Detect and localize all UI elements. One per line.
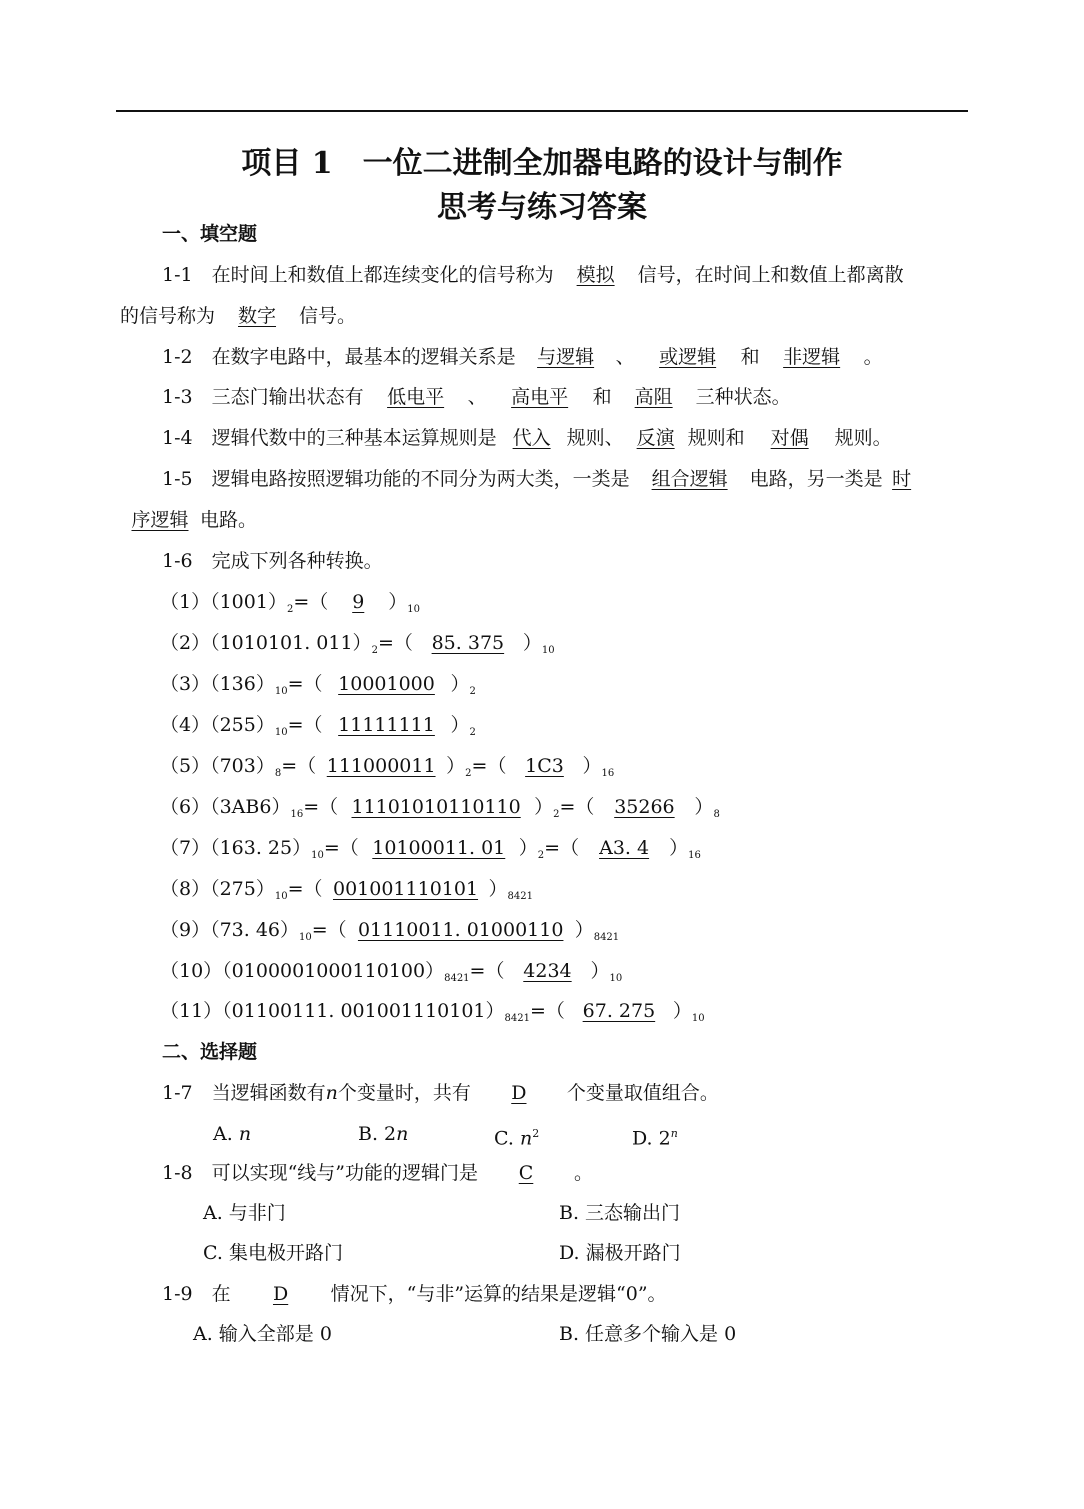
answer-blank: 10100011. 01 [372, 837, 506, 859]
answer-blank: 高阻 [634, 386, 673, 408]
conversion-8: $(8)(275)_{10}=$（ 001001110101 ）$_{8421}$ [160, 878, 533, 902]
option-c: C. 集电极开路门 [203, 1242, 343, 1264]
question-1-8: 1-8 可以实现“线与”功能的逻辑门是 C 。 [162, 1162, 594, 1184]
conversion-4: $(4)(255)_{10}=$（ 11111111 ）$_2$ [160, 714, 476, 738]
answer-blank: 11111111 [338, 714, 435, 736]
option-c: C. $n^2$ [494, 1127, 540, 1150]
option-d: D. 2$^n$ [632, 1127, 678, 1150]
option-a: A. 输入全部是 0 [193, 1323, 332, 1345]
question-1-4: 1-4 逻辑代数中的三种基本运算规则是 代入 规则、 反演 规则和 对偶 规则。 [162, 427, 892, 449]
answer-blank: D [511, 1082, 527, 1104]
answer-blank: 35266 [614, 796, 675, 818]
conversion-11: （11）（01100111. $001001110101)_{8421}=$（ 67. 275 ）$_{10}$ [160, 1000, 705, 1024]
answer-blank: 序逻辑 [131, 509, 189, 531]
conversion-3: $(3)(136)_{10}=$（ 10001000 ）$_2$ [160, 673, 476, 697]
answer-blank: 001001110101 [332, 878, 479, 900]
question-1-2: 1-2 在数字电路中，最基本的逻辑关系是 与逻辑 、 或逻辑 和 非逻辑 。 [162, 346, 883, 368]
answer-blank: 或逻辑 [659, 346, 717, 368]
answer-blank: 对偶 [770, 427, 809, 449]
header-rule [116, 110, 968, 112]
answer-blank: 反演 [636, 427, 675, 449]
answer-blank: 数字 [238, 305, 277, 327]
answer-blank: 代入 [512, 427, 551, 449]
question-1-6: 1-6 完成下列各种转换。 [162, 550, 383, 572]
answer-blank: 非逻辑 [783, 346, 841, 368]
conversion-2: （2）（1010101. $011)_2=$（ 85. 375 ）$_{10}$ [160, 632, 555, 656]
answer-blank: 组合逻辑 [651, 468, 728, 490]
question-1-5: 1-5 逻辑电路按照逻辑功能的不同分为两大类，一类是 组合逻辑 电路，另一类是 时 [162, 466, 921, 492]
answer-blank: C [518, 1162, 534, 1184]
answer-blank: 4234 [523, 960, 572, 982]
answer-blank: 与逻辑 [537, 346, 595, 368]
question-1-7: 1-7 当逻辑函数有n个变量时，共有 D 个变量取值组合。 [162, 1082, 719, 1104]
answer-blank: 9 [352, 591, 365, 613]
answer-blank: 85. 375 [431, 632, 505, 654]
answer-blank: A3. 4 [599, 837, 650, 859]
conversion-9: （9）（73. $46)_{10}=$（ 01110011. 01000110 ）$_{8421}$ [160, 919, 620, 943]
section-heading-fill: 一、填空题 [162, 223, 258, 245]
section-heading-choice: 二、选择题 [162, 1041, 258, 1063]
question-1-3: 1-3 三态门输出状态有 低电平 、 高电平 和 高阻 三种状态。 [162, 386, 791, 408]
answer-blank: 时 [892, 468, 912, 490]
answer-blank: 01110011. 01000110 [357, 919, 564, 941]
option-a: A. 与非门 [203, 1202, 286, 1224]
option-b: B. 2n [358, 1123, 409, 1145]
answer-blank: 低电平 [387, 386, 445, 408]
answer-blank: 1C3 [525, 755, 564, 777]
page-title: 项目 1 一位二进制全加器电路的设计与制作 [241, 146, 843, 181]
page-subtitle: 思考与练习答案 [437, 190, 647, 225]
answer-blank: 高电平 [511, 386, 569, 408]
answer-blank: 111000011 [326, 755, 436, 777]
question-1-1: 1-1 在时间上和数值上都连续变化的信号称为 模拟 信号，在时间上和数值上都离散 [162, 264, 904, 286]
answer-blank: 10001000 [338, 673, 435, 695]
option-b: B. 三态输出门 [559, 1202, 681, 1224]
answer-blank: D [272, 1283, 289, 1305]
answer-blank: 11101010110110 [351, 796, 521, 818]
option-b: B. 任意多个输入是 0 [559, 1323, 737, 1345]
conversion-6: $(6)(3AB6)_{16}=$（ 11101010110110 ）$_2=$（ 35266 ）$_8$ [160, 796, 720, 820]
conversion-5: $(5)(703)_8=$（ 111000011 ）$_2=$（ 1C3 ）$_{16}$ [160, 755, 615, 779]
conversion-10: $(10)(0100001000110100)_{8421}=$（ 4234 ）$_{10}$ [160, 960, 623, 984]
question-1-9: 1-9 在 D 情况下，“与非”运算的结果是逻辑“0”。 [162, 1283, 667, 1305]
conversion-7: （7）（163. $25)_{10}=$（ 10100011. 01 ）$_2=$（ A3. 4 ）$_{16}$ [160, 837, 701, 861]
question-1-5-cont: 序逻辑 电路。 [120, 507, 257, 533]
answer-blank: 67. 275 [582, 1000, 656, 1022]
question-1-1-cont: 的信号称为 数字 信号。 [120, 305, 357, 327]
option-d: D. 漏极开路门 [559, 1242, 681, 1264]
option-a: A. n [213, 1123, 252, 1145]
answer-blank: 模拟 [576, 264, 615, 286]
conversion-1: $(1)(1001)_2=$（ 9 ）$_{10}$ [160, 591, 420, 615]
